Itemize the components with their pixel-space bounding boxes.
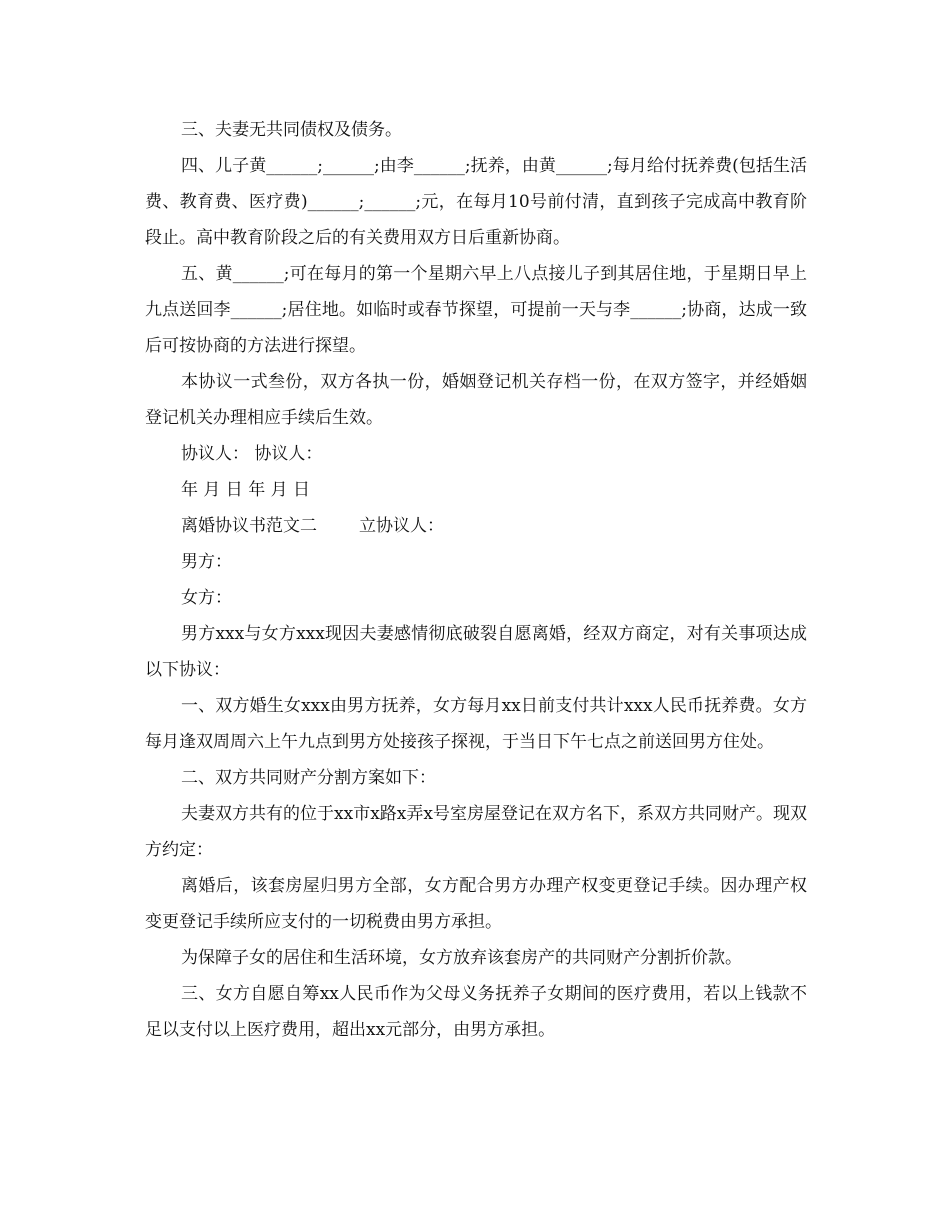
paragraph-dates: 年 月 日 年 月 日 — [181, 480, 311, 500]
paragraph-medical-expenses: 三、女方自愿自筹xx人民币作为父母义务抚养子女期间的医疗费用，若以上钱款不足以支付以上医疗费用，超出xx元部分，由男方承担。 — [145, 984, 807, 1040]
paragraph-property-division: 二、双方共同财产分割方案如下： — [181, 768, 436, 788]
heading-line — [145, 508, 807, 544]
paragraph-copies-effective: 本协议一式叁份，双方各执一份，婚姻登记机关存档一份，在双方签字，并经婚姻登记机关办理相应手续后生效。 — [145, 372, 807, 428]
paragraph-joint-house: 夫妻双方共有的位于xx市x路x弄x号室房屋登记在双方名下，系双方共同财产。现双方约定： — [145, 804, 807, 860]
paragraph-house-to-male: 离婚后，该套房屋归男方全部，女方配合男方办理产权变更登记手续。因办理产权变更登记手续所应支付的一切税费由男方承担。 — [145, 876, 807, 932]
document-body — [145, 112, 807, 1048]
paragraph-signatories: 协议人： 协议人： — [181, 444, 323, 464]
paragraph-daughter-custody: 一、双方婚生女xxx由男方抚养，女方每月xx日前支付共计xxx人民币抚养费。女方每月逢双周周六上午九点到男方处接孩子探视，于当日下午七点之前送回男方住处。 — [145, 696, 807, 752]
paragraph-divorce-intro: 男方xxx与女方xxx现因夫妻感情彻底破裂自愿离婚，经双方商定，对有关事项达成以下协议： — [145, 624, 807, 680]
paragraph-son-custody-support: 四、儿子黄______;______;由李______;抚养，由黄______;每月给付抚养费(包括生活费、教育费、医疗费)______;______;元，在每月10号前付清，直到孩子完成高中教育阶段止。高中教育阶段之后的有关费用双方日后重新协商。 — [145, 156, 807, 248]
paragraph-no-joint-debts: 三、夫妻无共同债权及债务。 — [181, 120, 402, 140]
paragraph-female-party: 女方： — [181, 588, 232, 608]
paragraph-male-party: 男方： — [181, 552, 232, 572]
sample-two-title: 离婚协议书范文二 — [181, 516, 317, 536]
parties-label: 立协议人： — [359, 516, 444, 536]
paragraph-waive-compensation: 为保障子女的居住和生活环境，女方放弃该套房产的共同财产分割折价款。 — [181, 948, 742, 968]
paragraph-visitation: 五、黄______;可在每月的第一个星期六早上八点接儿子到其居住地，于星期日早上九点送回李______;居住地。如临时或春节探望，可提前一天与李______;协商，达成一致后可按协商的方法进行探望。 — [145, 264, 807, 356]
